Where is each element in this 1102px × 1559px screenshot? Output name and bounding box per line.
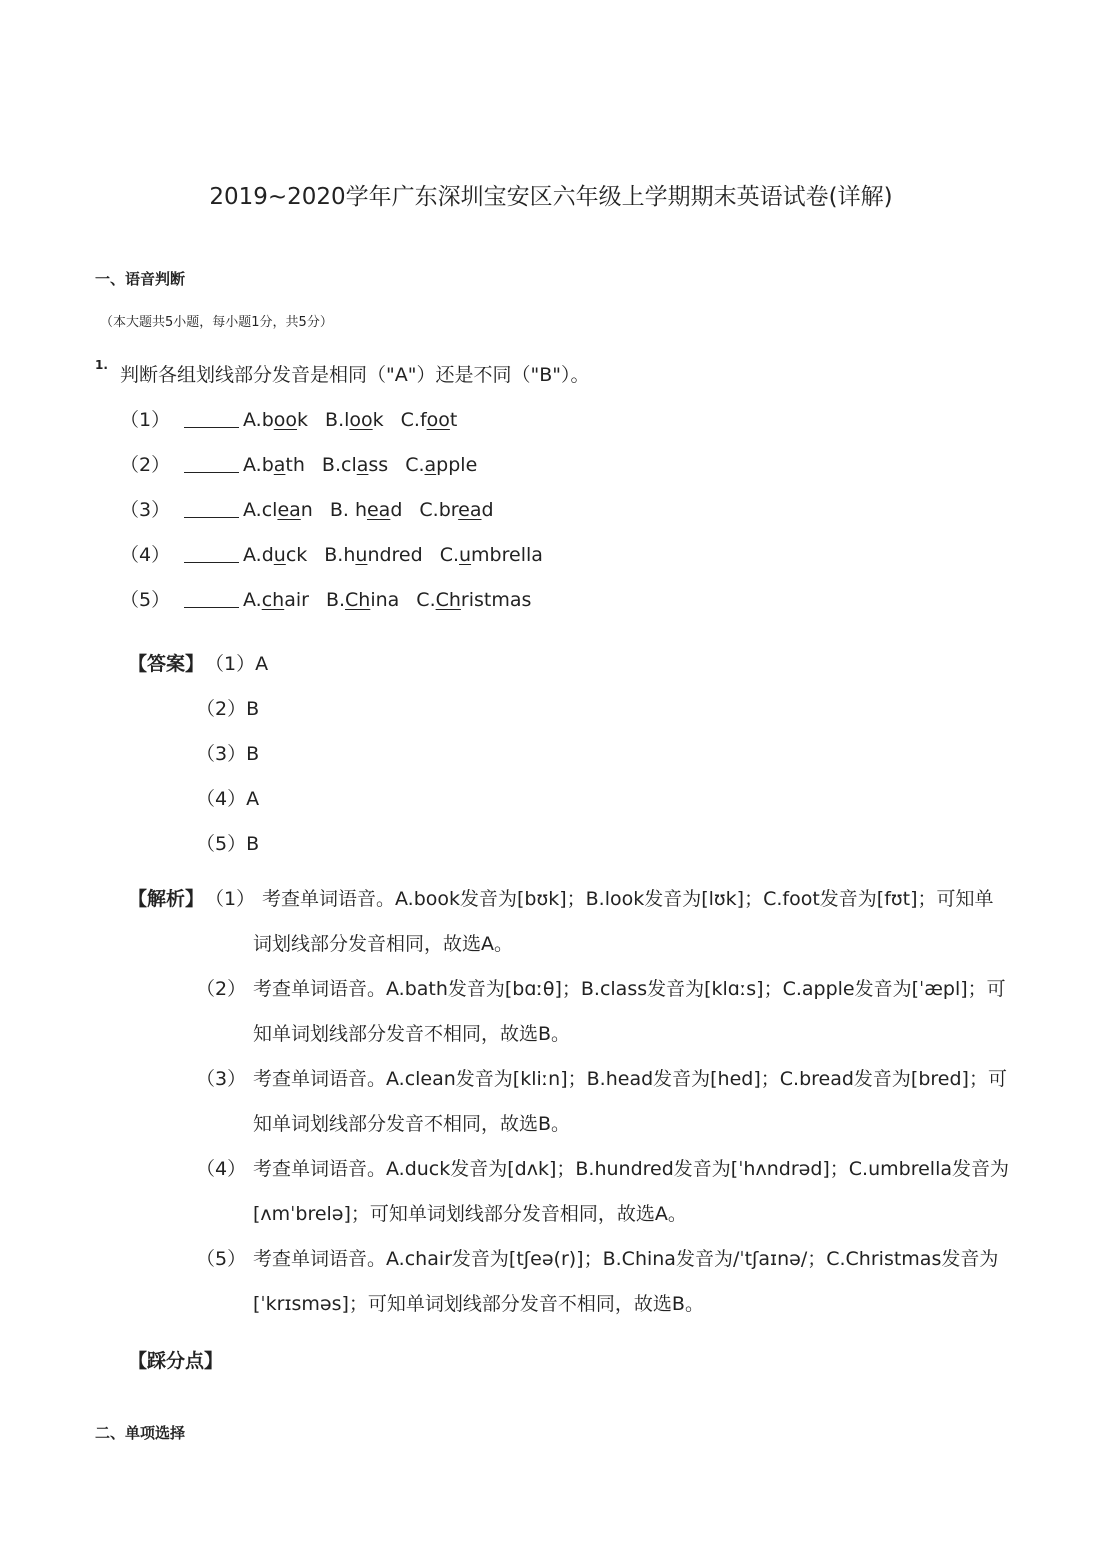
underlined-letters: oo — [349, 409, 373, 431]
answer-blank[interactable] — [184, 454, 239, 473]
underlined-letters: a — [424, 454, 437, 476]
option-prefix: A.cl — [243, 499, 278, 521]
underlined-letters: ch — [261, 589, 285, 611]
option-prefix: B.l — [325, 409, 350, 431]
answer-row: （5）B — [196, 833, 260, 855]
analysis-label: 【解析】 — [128, 888, 205, 910]
option-prefix: A.b — [243, 409, 274, 431]
option-prefix: B. — [325, 589, 346, 611]
option-suffix: d — [390, 499, 403, 521]
analysis-line: 考查单词语音。A.bath发音为[bɑːθ]；B.class发音为[klɑːs]；C.apple发音为[ˈæpl]；可 — [253, 978, 1006, 1000]
option-word — [416, 589, 531, 611]
section-note: （本大题共5小题，每小题1分，共5分） — [100, 315, 333, 330]
answer-blank[interactable] — [184, 499, 239, 518]
underlined-letters: Ch — [345, 589, 371, 611]
option-prefix: C.f — [400, 409, 427, 431]
option-suffix: ina — [370, 589, 400, 611]
option-prefix: A.d — [243, 544, 274, 566]
option-word — [326, 589, 399, 611]
option-word — [324, 544, 422, 566]
underlined-letters: ea — [366, 499, 391, 521]
option-suffix: ndred — [367, 544, 423, 566]
option-word — [243, 454, 305, 476]
option-word — [419, 499, 493, 521]
question-number: 1. — [95, 358, 108, 372]
option-prefix: B.cl — [321, 454, 357, 476]
underlined-letters: a — [273, 454, 286, 476]
answer-blank[interactable] — [184, 409, 239, 428]
underlined-letters: u — [355, 544, 368, 566]
item-index: （5） — [120, 589, 171, 611]
analysis-line: 知单词划线部分发音不相同，故选B。 — [253, 1023, 571, 1045]
item-index: （1） — [120, 409, 171, 431]
option-suffix: ss — [368, 454, 389, 476]
option-suffix: pple — [436, 454, 478, 476]
option-suffix: ristmas — [460, 589, 532, 611]
option-word — [243, 409, 308, 431]
option-word — [243, 544, 307, 566]
page-title: 2019~2020学年广东深圳宝安区六年级上学期期末英语试卷(详解) — [209, 184, 893, 210]
analysis-line: 词划线部分发音相同，故选A。 — [253, 933, 513, 955]
underlined-letters: ea — [458, 499, 482, 521]
answer-row: （3）B — [196, 743, 260, 765]
analysis-line: 考查单词语音。A.clean发音为[kliːn]；B.head发音为[hed]；C.bread发音为[bred]；可 — [253, 1068, 1007, 1090]
underlined-letters: oo — [426, 409, 450, 431]
underlined-letters: ea — [277, 499, 301, 521]
analysis-line: 知单词划线部分发音不相同，故选B。 — [253, 1113, 571, 1135]
underlined-letters: u — [459, 544, 472, 566]
option-word — [440, 544, 543, 566]
item-index: （2） — [120, 454, 171, 476]
option-prefix: C.br — [419, 499, 459, 521]
option-prefix: B. h — [329, 499, 367, 521]
option-prefix: C. — [416, 589, 436, 611]
option-suffix: k — [297, 409, 309, 431]
option-prefix: A.b — [243, 454, 274, 476]
analysis-line: [ˈkrɪsməs]；可知单词划线部分发音不相同，故选B。 — [253, 1293, 704, 1315]
option-prefix: C. — [405, 454, 425, 476]
scoring-points-label: 【踩分点】 — [128, 1350, 224, 1372]
underlined-letters: oo — [273, 409, 298, 431]
underlined-letters: u — [273, 544, 286, 566]
answer-row: （4）A — [196, 788, 260, 810]
option-suffix: k — [372, 409, 384, 431]
analysis-line: [ʌmˈbrelə]；可知单词划线部分发音相同，故选A。 — [253, 1203, 687, 1225]
item-index: （3） — [120, 499, 171, 521]
option-suffix: ck — [285, 544, 308, 566]
answer-label: 【答案】 — [128, 653, 205, 675]
question-item — [120, 540, 560, 566]
analysis-line: 考查单词语音。A.chair发音为[tʃeə(r)]；B.China发音为/ˈtʃaɪnə/；C.Christmas发音为 — [253, 1248, 999, 1270]
analysis-index: （1） — [205, 888, 256, 910]
option-suffix: air — [284, 589, 309, 611]
option-word — [401, 409, 458, 431]
answer-row: （1）A — [205, 653, 269, 675]
option-suffix: th — [285, 454, 305, 476]
underlined-letters: Ch — [435, 589, 461, 611]
option-suffix: mbrella — [471, 544, 543, 566]
analysis-line: 考查单词语音。A.duck发音为[dʌk]；B.hundred发音为[ˈhʌndrəd]；C.umbrella发音为 — [253, 1158, 1009, 1180]
underlined-letters: a — [356, 454, 369, 476]
question-item — [120, 495, 511, 521]
answer-blank[interactable] — [184, 589, 239, 608]
answer-blank[interactable] — [184, 544, 239, 563]
analysis-index: （5） — [196, 1248, 247, 1270]
question-item — [120, 585, 548, 611]
option-suffix: t — [449, 409, 458, 431]
option-prefix: B.h — [324, 544, 356, 566]
analysis-index: （4） — [196, 1158, 247, 1180]
option-word — [330, 499, 403, 521]
option-suffix: n — [300, 499, 313, 521]
option-word — [405, 454, 477, 476]
option-word — [322, 454, 388, 476]
option-word — [243, 499, 313, 521]
section-heading-single-choice: 二、单项选择 — [95, 1424, 186, 1442]
option-word — [243, 589, 309, 611]
analysis-index: （2） — [196, 978, 247, 1000]
option-prefix: A. — [243, 589, 262, 611]
question-item — [120, 450, 494, 476]
question-text: 判断各组划线部分发音是相同（"A"）还是不同（"B"）。 — [120, 364, 590, 386]
option-suffix: d — [481, 499, 494, 521]
item-index: （4） — [120, 544, 171, 566]
answer-row: （2）B — [196, 698, 260, 720]
option-word — [325, 409, 384, 431]
analysis-line: 考查单词语音。A.book发音为[bʊk]；B.look发音为[lʊk]；C.foot发音为[fʊt]；可知单 — [262, 888, 994, 910]
question-item — [120, 405, 474, 431]
option-prefix: C. — [439, 544, 459, 566]
section-heading-phonetics: 一、语音判断 — [95, 270, 186, 288]
analysis-index: （3） — [196, 1068, 247, 1090]
